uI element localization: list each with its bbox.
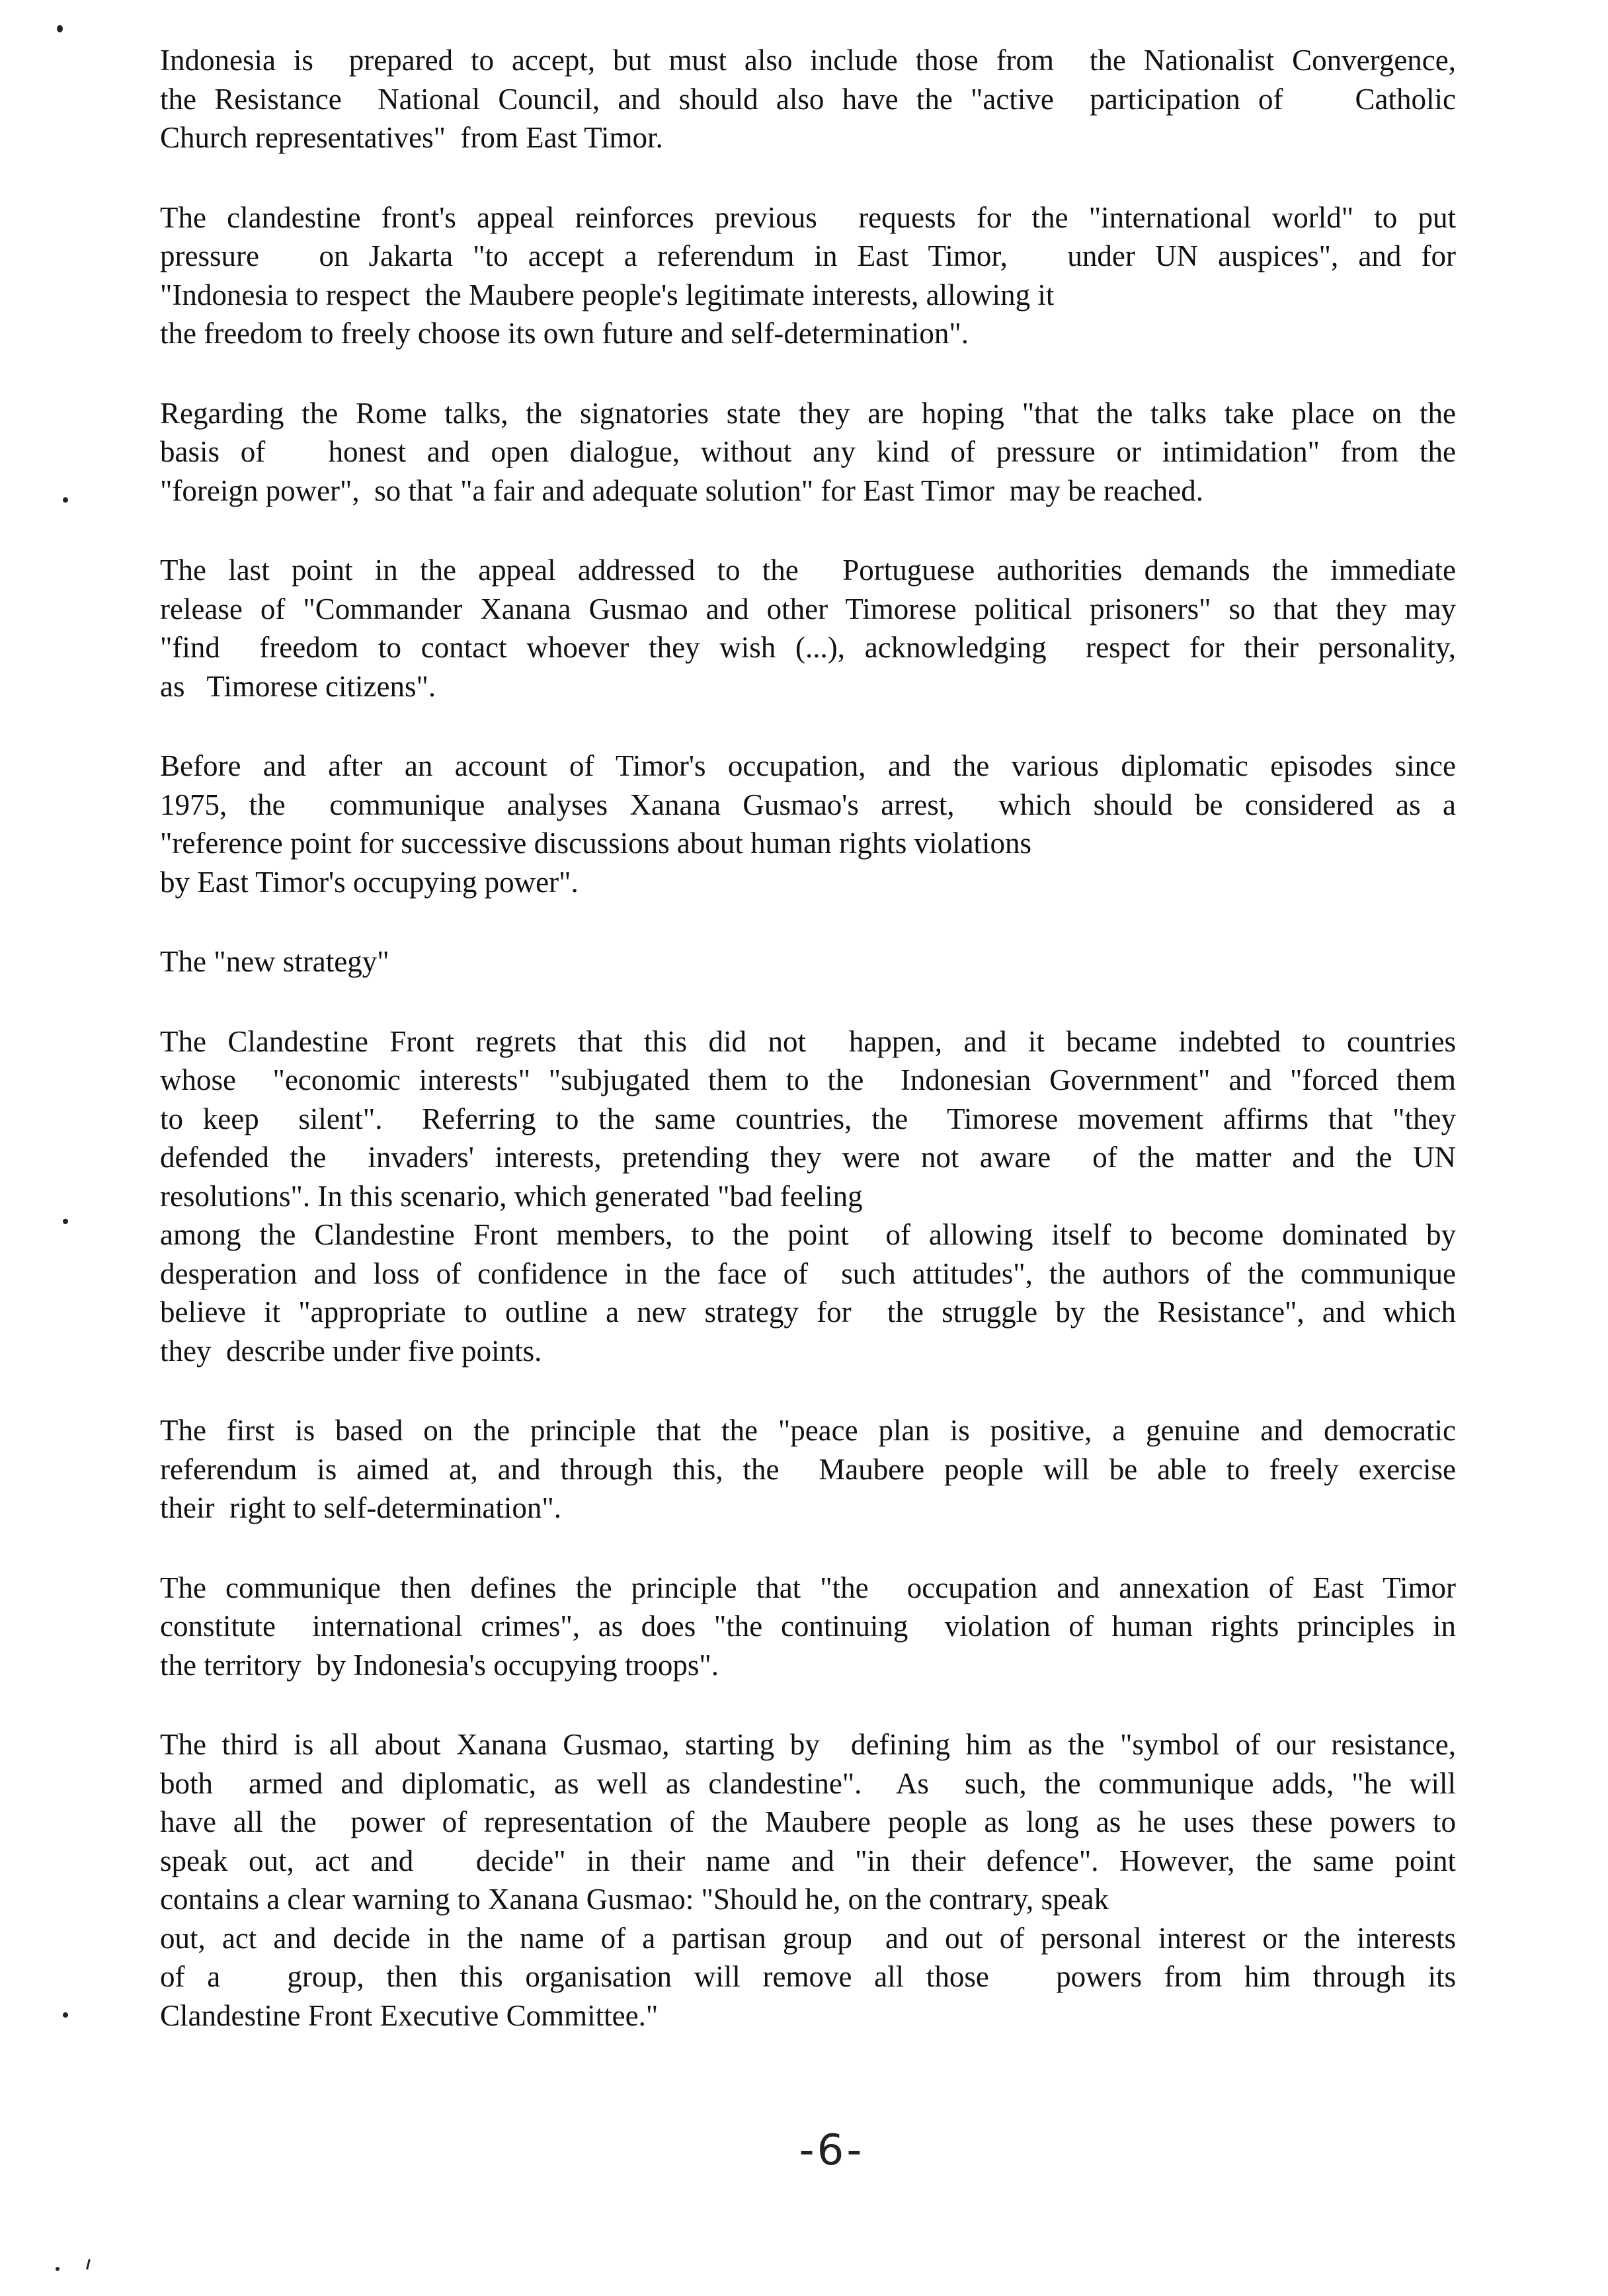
text-line: Before and after an account of Timor's occupation, and the various diplomatic episodes since [160,749,1456,782]
text-line: The third is all about Xanana Gusmao, starting by defining him as the "symbol of our resistance, [160,1728,1456,1761]
section-heading: The "new strategy" [160,945,389,978]
paragraph-2 [160,198,1456,353]
scan-speck [57,25,63,32]
text-line: to keep silent". Referring to the same countries, the Timorese movement affirms that "they [160,1102,1456,1135]
text-line: Indonesia is prepared to accept, but must also include those from the Nationalist Convergence, [160,44,1456,77]
scan-speck [63,2012,68,2018]
text-line: constitute international crimes", as does "the continuing violation of human rights principles in [160,1610,1456,1643]
text-line: contains a clear warning to Xanana Gusmao: "Should he, on the contrary, speak [160,1883,1109,1916]
paragraph-1 [160,41,1456,157]
text-line: they describe under five points. [160,1334,542,1368]
paragraph-8 [160,1569,1456,1685]
text-line: among the Clandestine Front members, to the point of allowing itself to become dominated by [160,1218,1456,1251]
scan-speck [86,2259,91,2270]
scan-speck [63,497,68,503]
text-line: of a group, then this organisation will remove all those powers from him through its [160,1960,1456,1993]
text-line: resolutions". In this scenario, which generated "bad feeling [160,1179,863,1213]
text-line: their right to self-determination". [160,1491,561,1524]
text-line: Church representatives" from East Timor. [160,121,663,154]
text-line: desperation and loss of confidence in the face of such attitudes", the authors of the communique [160,1256,1456,1290]
text-line: defended the invaders' interests, pretending they were not aware of the matter and the UN [160,1141,1456,1174]
text-line: "reference point for successive discussions about human rights violations [160,827,1032,860]
text-line: the freedom to freely choose its own future and self-determination". [160,317,969,350]
text-line: believe it "appropriate to outline a new strategy for the struggle by the Resistance", and which [160,1295,1456,1329]
text-line: the Resistance National Council, and should also have the "active participation of Catholic [160,82,1456,116]
scan-speck [63,1219,68,1224]
text-line: the territory by Indonesia's occupying troops". [160,1648,719,1682]
text-line: have all the power of representation of the Maubere people as long as he uses these powers to [160,1805,1456,1838]
scan-speck [56,2267,60,2271]
paragraph-7 [160,1411,1456,1528]
text-line: release of "Commander Xanana Gusmao and other Timorese political prisoners" so that they may [160,592,1456,626]
text-line: Regarding the Rome talks, the signatories state they are hoping "that the talks take place on the [160,396,1456,430]
text-line: by East Timor's occupying power". [160,865,579,899]
text-line: The Clandestine Front regrets that this did not happen, and it became indebted to countries [160,1024,1456,1058]
paragraph-5 [160,747,1456,901]
text-line: out, act and decide in the name of a partisan group and out of personal interest or the interests [160,1921,1456,1955]
text-line: The communique then defines the principle that "the occupation and annexation of East Timor [160,1571,1456,1604]
text-line: The clandestine front's appeal reinforces previous requests for the "international world" to put [160,200,1456,234]
text-line: "find freedom to contact whoever they wish (...), acknowledging respect for their personality, [160,631,1456,664]
text-line: pressure on Jakarta "to accept a referendum in East Timor, under UN auspices", and for [160,239,1456,272]
paragraph-3 [160,394,1456,511]
paragraph-6 [160,1022,1456,1371]
page-number: -6- [799,2126,865,2175]
text-line: basis of honest and open dialogue, without any kind of pressure or intimidation" from the [160,435,1456,468]
text-line: "foreign power", so that "a fair and adequate solution" for East Timor may be reached. [160,473,1204,507]
text-line: whose "economic interests" "subjugated them to the Indonesian Government" and "forced them [160,1063,1456,1096]
text-line: referendum is aimed at, and through this, the Maubere people will be able to freely exercise [160,1452,1456,1486]
body-text [160,41,1456,2076]
text-line: as Timorese citizens". [160,669,436,703]
paragraph-4 [160,551,1456,706]
text-line: "Indonesia to respect the Maubere people's legitimate interests, allowing it [160,278,1055,311]
text-line: 1975, the communique analyses Xanana Gusmao's arrest, which should be considered as a [160,788,1456,821]
paragraph-9 [160,1725,1456,2035]
text-line: Clandestine Front Executive Committee." [160,1998,659,2032]
text-line: The first is based on the principle that the "peace plan is positive, a genuine and democratic [160,1414,1456,1447]
text-line: both armed and diplomatic, as well as clandestine". As such, the communique adds, "he will [160,1766,1456,1800]
text-line: speak out, act and decide" in their name and "in their defence". However, the same point [160,1844,1456,1877]
text-line: The last point in the appeal addressed to the Portuguese authorities demands the immediate [160,554,1456,587]
